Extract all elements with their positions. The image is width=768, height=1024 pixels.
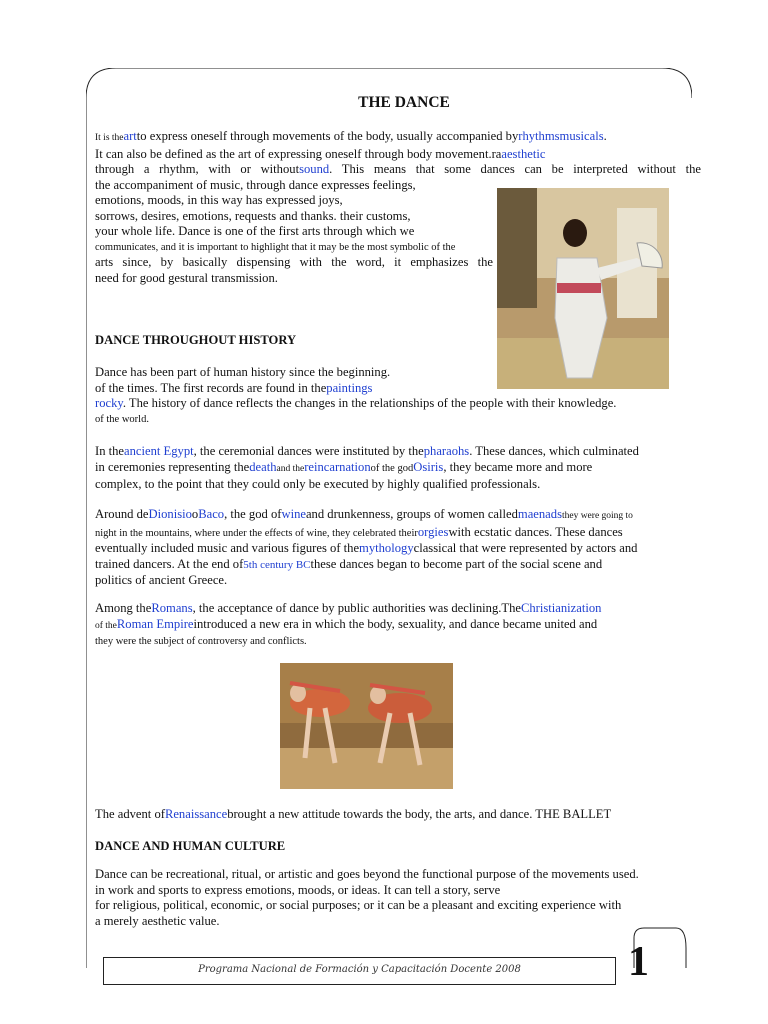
- link-paintings[interactable]: paintings: [326, 380, 373, 395]
- history-paragraph-1: Dance has been part of human history since the beginning. of the times. The first records are found in thepaintings rocky. The history of dance reflects the changes in the relationships of the people with their knowledge. of the world.: [95, 365, 617, 425]
- renaissance-paragraph: The advent ofRenaissancebrought a new attitude towards the body, the arts, and dance. THE BALLET: [95, 807, 612, 821]
- link-art[interactable]: art: [123, 129, 137, 143]
- link-aesthetic[interactable]: aesthetic: [501, 146, 546, 161]
- footer-box: [103, 957, 616, 985]
- link-death[interactable]: death: [249, 459, 277, 474]
- link-baco[interactable]: Baco: [198, 507, 225, 521]
- link-5th-century-bc[interactable]: 5th century BC: [243, 558, 311, 571]
- link-romans[interactable]: Romans: [151, 601, 193, 615]
- link-osiris[interactable]: Osiris: [413, 459, 444, 474]
- link-reincarnation[interactable]: reincarnation: [304, 459, 371, 474]
- link-pharaohs[interactable]: pharaohs: [423, 444, 470, 458]
- link-mythology[interactable]: mythology: [359, 541, 414, 555]
- culture-paragraph: Dance can be recreational, ritual, or artistic and goes beyond the functional purpose of the movements used. in work and sports to express emotions, moods, or ideas. It can tell a story, serve for religious, political, economic, or social purposes; or it can be a pleasant and exciting experience with a merely aesthetic value.: [95, 867, 639, 928]
- link-sound[interactable]: sound: [299, 162, 330, 176]
- history-paragraph-3: Around deDionisiooBaco, the god ofwineand drunkenness, groups of women calledmaenadsthey were going to night in the mountains, where under the effects of wine, they celebrated theirorgieswith ecstatic dances. These dances eventually included music and various figures of themythologyclassical that were represented by actors and trained dancers. At the end of5th century BCthese dances began to become part of the social scene and politics of ancient Greece.: [95, 507, 638, 587]
- link-rhythms[interactable]: rhythmsmusicals: [518, 129, 604, 143]
- section-heading-history: DANCE THROUGHOUT HISTORY: [95, 333, 297, 347]
- footer-text: Programa Nacional de Formación y Capacitación Docente 2008: [198, 964, 521, 975]
- history-paragraph-4: Among theRomans, the acceptance of dance by public authorities was declining.TheChristianization of theRoman Empireintroduced a new era in which the body, sexuality, and dance became united and they were the subject of controversy and conflicts.: [95, 601, 602, 647]
- link-wine[interactable]: wine: [281, 507, 306, 521]
- link-christianization[interactable]: Christianization: [520, 601, 602, 615]
- section-heading-culture: DANCE AND HUMAN CULTURE: [95, 839, 286, 853]
- link-ancient-egypt[interactable]: ancient Egypt: [124, 444, 194, 458]
- page-title: THE DANCE: [358, 94, 450, 111]
- link-dionisio[interactable]: Dionisio: [148, 507, 192, 521]
- ballet-dancers-painting: [280, 663, 453, 789]
- link-orgies[interactable]: orgies: [417, 524, 449, 539]
- page-number: 1: [628, 939, 649, 985]
- link-rocky[interactable]: rocky: [95, 396, 123, 410]
- link-renaissance[interactable]: Renaissance: [164, 807, 228, 821]
- intro-paragraph: It is theartto express oneself through movements of the body, usually accompanied byrhythmsmusicals. It can also be defined as the art of expressing oneself through body movement.raaesthetic through a rhythm, with or withoutsound. This means that some dances can be interpreted without the the accompaniment of music, through dance expresses feelings, emotions, moods, in this way has expressed joys, sorrows, desires, emotions, requests and thanks. their customs, your whole life. Dance is one of the first arts through which we communicates, and it is important to highlight that it may be the most symbolic of the arts since, by basically dispensing with the word, it emphasizes the need for good gestural transmission.: [95, 129, 701, 285]
- japanese-dancer-photo: [497, 188, 669, 389]
- link-maenads[interactable]: maenads: [517, 507, 562, 521]
- link-roman-empire[interactable]: Roman Empire: [116, 616, 194, 631]
- history-paragraph-2: In theancient Egypt, the ceremonial dances were instituted by thepharaohs. These dances, which culminated in ceremonies representing thedeathand thereincarnationof the godOsiris, they became more and more complex, to the point that they could only be executed by highly qualified professionals.: [95, 444, 639, 491]
